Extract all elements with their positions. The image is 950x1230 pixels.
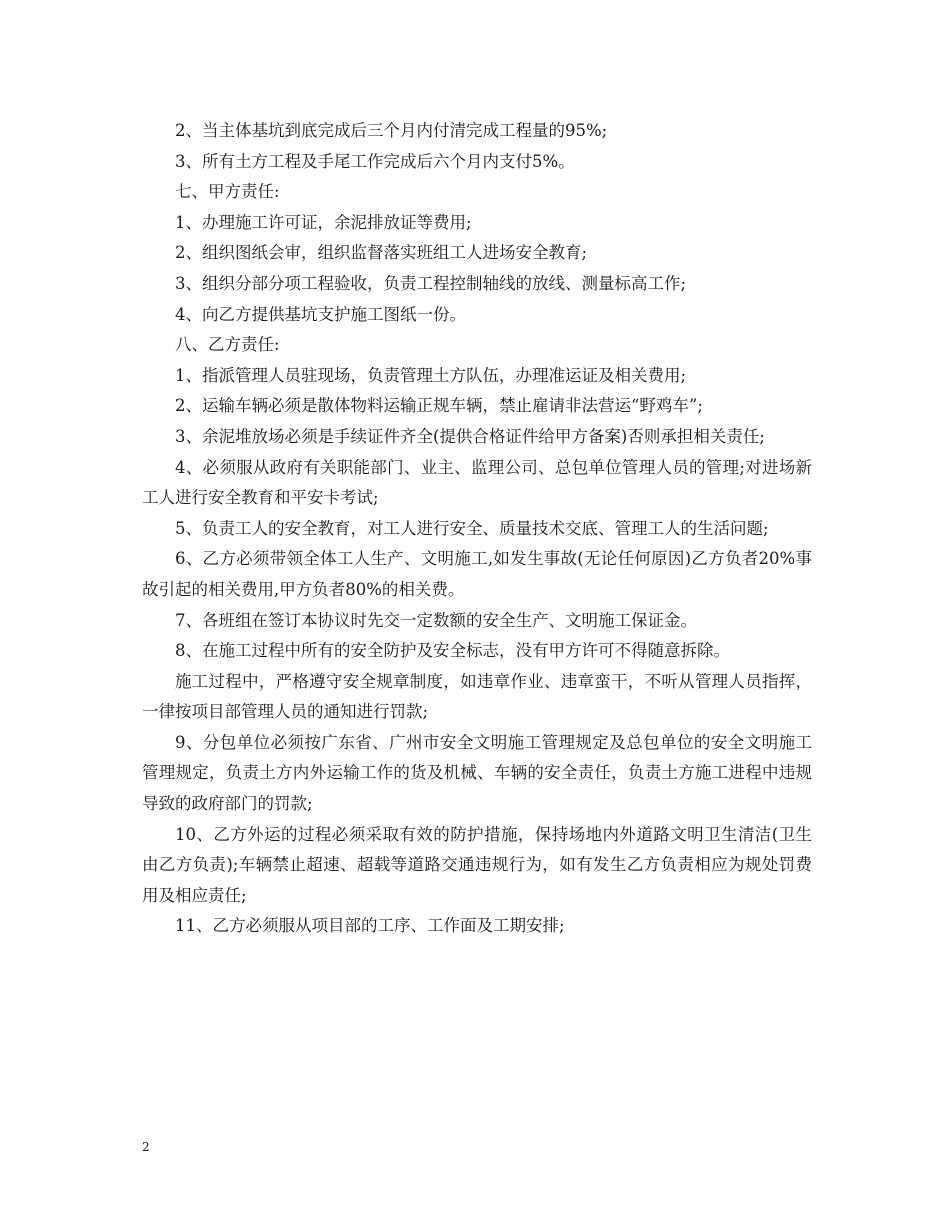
paragraph: 10、乙方外运的过程必须采取有效的防护措施，保持场地内外道路文明卫生清洁(卫生由乙方负责);车辆禁止超速、超载等道路交通违规行为，如有发生乙方负责相应为规处罚费用及相应责任;	[142, 824, 812, 905]
paragraph: 7、各班组在签订本协议时先交一定数额的安全生产、文明施工保证金。	[175, 610, 697, 630]
paragraph: 2、运输车辆必须是散体物料运输正规车辆，禁止雇请非法营运“野鸡车”;	[175, 396, 703, 416]
paragraph: 4、向乙方提供基坑支护施工图纸一份。	[175, 304, 466, 324]
paragraph: 11、乙方必须服从项目部的工序、工作面及工期安排;	[175, 916, 565, 936]
paragraph: 1、指派管理人员驻现场，负责管理土方队伍，办理准运证及相关费用;	[175, 365, 687, 385]
section-heading: 八、乙方责任:	[175, 335, 280, 355]
paragraph: 2、当主体基坑到底完成后三个月内付清完成工程量的95%;	[175, 121, 608, 140]
paragraph: 3、余泥堆放场必须是手续证件齐全(提供合格证件给甲方备案)否则承担相关责任;	[175, 426, 765, 446]
paragraph: 6、乙方必须带领全体工人生产、文明施工,如发生事故(无论任何原因)乙方负者20%事故引起的相关费用,甲方负者80%的相关费。	[142, 549, 812, 599]
paragraph: 2、组织图纸会审，组织监督落实班组工人进场安全教育;	[175, 243, 588, 263]
paragraph: 1、办理施工许可证，余泥排放证等费用;	[175, 212, 472, 232]
paragraph: 9、分包单位必须按广东省、广州市安全文明施工管理规定及总包单位的安全文明施工管理规定，负责土方内外运输工作的货及机械、车辆的安全责任，负责土方施工进程中违规导致的政府部门的罚款;	[142, 732, 812, 814]
paragraph: 8、在施工过程中所有的安全防护及安全标志，没有甲方许可不得随意拆除。	[175, 641, 730, 661]
paragraph: 3、组织分部分项工程验收，负责工程控制轴线的放线、测量标高工作;	[175, 273, 687, 293]
page-number: 2	[142, 1140, 150, 1154]
document-body	[142, 116, 812, 942]
paragraph: 5、负责工人的安全教育，对工人进行安全、质量技术交底、管理工人的生活问题;	[175, 518, 769, 538]
section-heading: 七、甲方责任:	[175, 182, 280, 202]
paragraph: 4、必须服从政府有关职能部门、业主、监理公司、总包单位管理人员的管理;对进场新工人进行安全教育和平安卡考试;	[142, 457, 812, 508]
paragraph: 施工过程中，严格遵守安全规章制度，如违章作业、违章蛮干，不听从管理人员指挥，一律按项目部管理人员的通知进行罚款;	[142, 671, 812, 722]
paragraph: 3、所有土方工程及手尾工作完成后六个月内支付5%。	[175, 151, 575, 171]
